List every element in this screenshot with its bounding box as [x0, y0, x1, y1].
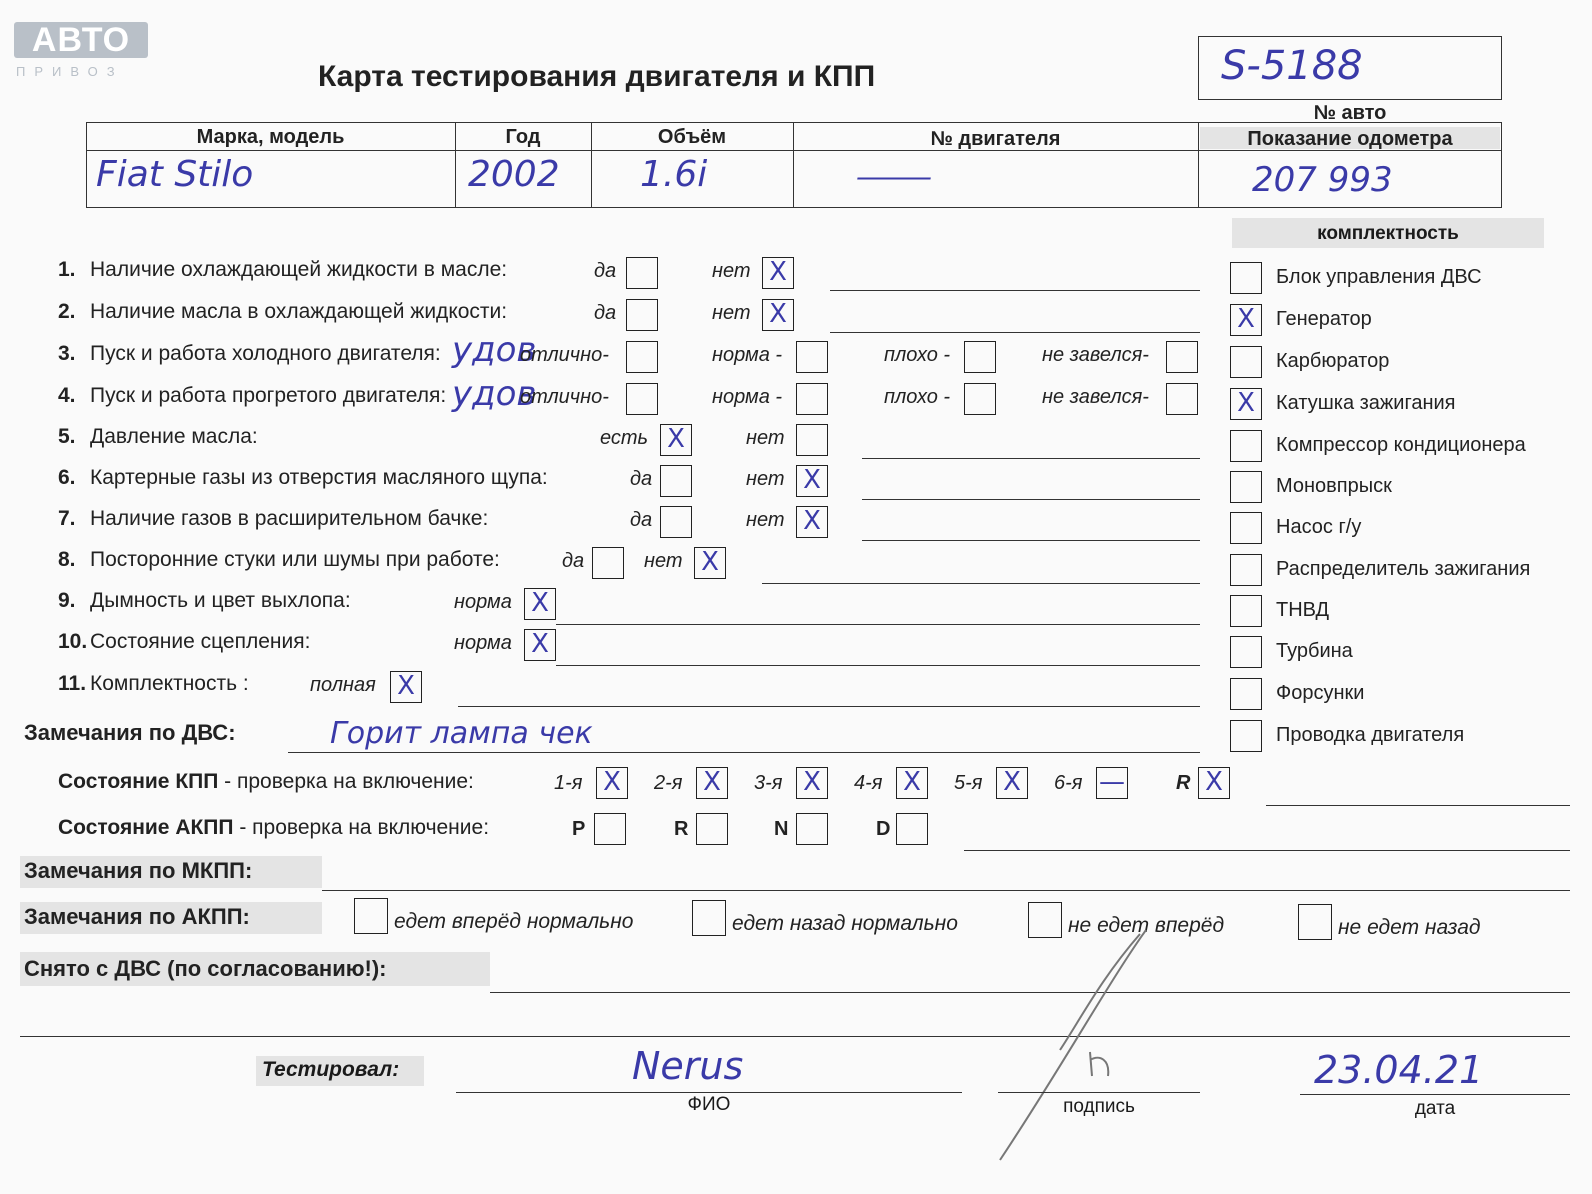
- engine-remarks-value: Горит лампа чек: [330, 716, 593, 751]
- checkbox-carburetor[interactable]: [1230, 346, 1262, 378]
- checkbox-q4-bad[interactable]: [964, 383, 996, 415]
- kpp-label-rest: - проверка на включение:: [218, 770, 474, 793]
- akpp-pos-label: N: [774, 818, 789, 840]
- checkbox-q4-no-start[interactable]: [1166, 383, 1198, 415]
- question-5: [58, 425, 258, 449]
- question-number: 5.: [58, 425, 76, 448]
- gear-label: 1-я: [554, 772, 583, 794]
- checkbox-q3-normal[interactable]: [796, 341, 828, 373]
- checkbox-q3-bad[interactable]: [964, 341, 996, 373]
- question-text: Дымность и цвет выхлопа:: [90, 589, 351, 612]
- item-label: Форсунки: [1276, 682, 1365, 704]
- option-label: нет: [746, 509, 785, 531]
- answer-line: [322, 890, 1570, 891]
- checkbox-akpp-d[interactable]: [896, 813, 928, 845]
- kpp-label: [58, 770, 474, 794]
- question-6: [58, 466, 548, 490]
- option-label: да: [594, 302, 617, 324]
- item-label: Генератор: [1276, 308, 1372, 330]
- car-id-value: S-5188: [1221, 43, 1363, 89]
- akpp-label: [58, 816, 489, 840]
- akpp-label-rest: - проверка на включение:: [233, 816, 490, 839]
- akpp-pos-label: R: [674, 818, 689, 840]
- option-label: норма -: [712, 344, 783, 366]
- item-label: ТНВД: [1276, 599, 1330, 621]
- checkbox-q4-normal[interactable]: [796, 383, 828, 415]
- checkbox-q7-yes[interactable]: [660, 506, 692, 538]
- answer-line: [762, 583, 1200, 584]
- answer-line: [862, 540, 1200, 541]
- model-value: Fiat Stilo: [96, 154, 254, 195]
- checkbox-generator[interactable]: X: [1230, 304, 1262, 336]
- checkbox-akpp-n[interactable]: [796, 813, 828, 845]
- sign-caption: подпись: [1063, 1096, 1135, 1117]
- checkbox-q2-no[interactable]: X: [762, 299, 794, 331]
- checkbox-gear-2[interactable]: X: [696, 767, 728, 799]
- option-label: плохо -: [884, 386, 951, 408]
- option-label: нет: [746, 468, 785, 490]
- question-number: 1.: [58, 258, 76, 281]
- question-number: 2.: [58, 300, 76, 323]
- checkbox-q8-yes[interactable]: [592, 547, 624, 579]
- option-label: полная: [310, 674, 376, 696]
- question-number: 4.: [58, 384, 76, 407]
- question-text: Наличие газов в расширительном бачке:: [90, 507, 489, 530]
- checkbox-akpp-no-reverse[interactable]: [1298, 904, 1332, 940]
- akpp-pos-label: D: [876, 818, 891, 840]
- kpp-label-bold: Состояние КПП: [58, 770, 219, 793]
- checkbox-ac-compressor[interactable]: [1230, 430, 1262, 462]
- akpp-remarks-label: Замечания по АКПП:: [24, 904, 250, 929]
- question-number: 11.: [58, 672, 87, 695]
- question-number: 9.: [58, 589, 76, 612]
- engine-remarks-label: Замечания по ДВС:: [24, 720, 236, 745]
- col-header-model: Марка, модель: [196, 126, 345, 148]
- option-label: норма: [454, 591, 512, 613]
- item-label: Катушка зажигания: [1276, 392, 1456, 414]
- checkbox-distributor[interactable]: [1230, 554, 1262, 586]
- option-label: отлично-: [520, 344, 609, 366]
- checkbox-q5-no[interactable]: [796, 424, 828, 456]
- checkbox-q2-yes[interactable]: [626, 299, 658, 331]
- answer-line: [20, 1036, 1570, 1037]
- date-caption: дата: [1414, 1098, 1456, 1119]
- question-8: [58, 548, 500, 572]
- item-label: Блок управления ДВС: [1276, 266, 1482, 288]
- gear-label: 2-я: [654, 772, 683, 794]
- answer-line: [862, 499, 1200, 500]
- tested-label: Тестировал:: [262, 1058, 400, 1081]
- question-text: Наличие охлаждающей жидкости в масле:: [90, 258, 508, 281]
- answer-line: [862, 458, 1200, 459]
- fio-caption: ФИО: [687, 1094, 731, 1115]
- checkbox-akpp-p[interactable]: [594, 813, 626, 845]
- car-id-box: [1198, 36, 1502, 100]
- question-text: Пуск и работа прогретого двигателя:: [90, 384, 447, 407]
- option-label: отлично-: [520, 386, 609, 408]
- checkbox-engine-wiring[interactable]: [1230, 720, 1262, 752]
- signature-icon: [990, 920, 1170, 1170]
- option-label: нет: [644, 550, 683, 572]
- page-title: Карта тестирования двигателя и КПП: [318, 60, 876, 93]
- question-text: Посторонние стуки или шумы при работе:: [90, 548, 500, 571]
- item-label: Проводка двигателя: [1276, 724, 1465, 746]
- odometer-value: 207 993: [1252, 160, 1393, 200]
- option-label: не завелся-: [1042, 344, 1149, 366]
- option-label: нет: [712, 302, 751, 324]
- akpp-label-bold: Состояние АКПП: [58, 816, 234, 839]
- checkbox-power-steering-pump[interactable]: [1230, 512, 1262, 544]
- car-id-label: № авто: [1313, 102, 1387, 124]
- question-10: [58, 630, 310, 654]
- handwritten-note: удов: [452, 374, 537, 414]
- question-number: 3.: [58, 342, 76, 365]
- question-text: Давление масла:: [90, 425, 258, 448]
- checkbox-q9-normal[interactable]: X: [524, 588, 556, 620]
- checkbox-injectors[interactable]: [1230, 678, 1262, 710]
- akpp-option-label: едет вперёд нормально: [394, 910, 634, 933]
- col-header-volume: Объём: [657, 126, 727, 148]
- brand-logo-subtitle: ПРИВОЗ: [16, 64, 124, 79]
- checkbox-q6-yes[interactable]: [660, 465, 692, 497]
- question-text: Картерные газы из отверстия масляного щупа:: [90, 466, 548, 489]
- option-label: нет: [712, 260, 751, 282]
- checkbox-q11-full[interactable]: X: [390, 671, 422, 703]
- item-label: Насос г/у: [1276, 516, 1362, 538]
- handwritten-note: удов: [452, 330, 537, 370]
- gear-label: R: [1176, 772, 1191, 794]
- engine-no-value: ———: [856, 160, 928, 193]
- mkpp-remarks-label: Замечания по МКПП:: [24, 858, 253, 883]
- col-header-year: Год: [505, 126, 541, 148]
- checkbox-q3-no-start[interactable]: [1166, 341, 1198, 373]
- question-text: Наличие масла в охлаждающей жидкости:: [90, 300, 508, 323]
- question-2: [58, 300, 507, 324]
- answer-line: [964, 850, 1570, 851]
- gear-label: 3-я: [754, 772, 783, 794]
- option-label: нет: [746, 427, 785, 449]
- item-label: Карбюратор: [1276, 350, 1390, 372]
- fio-value: Nerus: [632, 1044, 744, 1088]
- checkbox-turbine[interactable]: [1230, 636, 1262, 668]
- gear-label: 5-я: [954, 772, 983, 794]
- checkbox-gear-reverse[interactable]: X: [1198, 767, 1230, 799]
- fio-line: [456, 1092, 962, 1093]
- brand-logo: АВТО: [14, 22, 148, 58]
- question-text: Состояние сцепления:: [90, 630, 311, 653]
- question-number: 6.: [58, 466, 76, 489]
- checkbox-q1-yes[interactable]: [626, 257, 658, 289]
- answer-line: [288, 752, 1200, 753]
- question-number: 10.: [58, 630, 88, 653]
- akpp-option-label: не едет назад: [1338, 916, 1481, 939]
- item-label: Турбина: [1276, 640, 1353, 662]
- checkbox-gear-4[interactable]: X: [896, 767, 928, 799]
- option-label: да: [630, 509, 653, 531]
- col-header-odometer: Показание одометра: [1247, 128, 1453, 150]
- option-label: норма: [454, 632, 512, 654]
- checkbox-q4-excellent[interactable]: [626, 383, 658, 415]
- answer-line: [830, 290, 1200, 291]
- removed-label: Снято с ДВС (по согласованию!):: [24, 956, 387, 981]
- question-text: Комплектность :: [90, 672, 249, 695]
- checkbox-q10-normal[interactable]: X: [524, 629, 556, 661]
- checkbox-q6-no[interactable]: X: [796, 465, 828, 497]
- option-label: норма -: [712, 386, 783, 408]
- question-7: [58, 507, 488, 531]
- akpp-pos-label: P: [572, 818, 586, 840]
- checkbox-ecu[interactable]: [1230, 262, 1262, 294]
- completeness-title: комплектность: [1317, 223, 1459, 244]
- date-line: [1300, 1094, 1570, 1095]
- checkbox-gear-6[interactable]: —: [1096, 767, 1128, 799]
- date-value: 23.04.21: [1314, 1048, 1484, 1092]
- option-label: да: [630, 468, 653, 490]
- question-number: 7.: [58, 507, 76, 530]
- answer-line: [556, 665, 1200, 666]
- checkbox-q3-excellent[interactable]: [626, 341, 658, 373]
- checkbox-q5-yes[interactable]: X: [660, 424, 692, 456]
- gear-label: 4-я: [854, 772, 883, 794]
- checkbox-akpp-reverse-ok[interactable]: [692, 900, 726, 936]
- item-label: Распределитель зажигания: [1276, 558, 1531, 580]
- checkbox-akpp-forward-ok[interactable]: [354, 898, 388, 934]
- question-9: [58, 589, 351, 613]
- checkbox-akpp-r[interactable]: [696, 813, 728, 845]
- question-1: [58, 258, 507, 282]
- checkbox-q7-no[interactable]: X: [796, 506, 828, 538]
- akpp-option-label: не едет вперёд: [1068, 914, 1225, 937]
- col-header-engine-no: № двигателя: [930, 128, 1061, 150]
- question-11: [58, 672, 249, 696]
- option-label: есть: [600, 427, 649, 449]
- item-label: Компрессор кондиционера: [1276, 434, 1526, 456]
- checkbox-gear-1[interactable]: X: [596, 767, 628, 799]
- answer-line: [458, 706, 1200, 707]
- checkbox-ignition-coil[interactable]: X: [1230, 388, 1262, 420]
- year-value: 2002: [468, 154, 560, 195]
- question-number: 8.: [58, 548, 76, 571]
- option-label: не завелся-: [1042, 386, 1149, 408]
- checkbox-gear-5[interactable]: X: [996, 767, 1028, 799]
- checkbox-gear-3[interactable]: X: [796, 767, 828, 799]
- option-label: плохо -: [884, 344, 951, 366]
- sign-line: [998, 1092, 1200, 1093]
- volume-value: 1.6i: [640, 154, 708, 195]
- answer-line: [830, 332, 1200, 333]
- checkbox-q1-no[interactable]: X: [762, 257, 794, 289]
- checkbox-mono-injection[interactable]: [1230, 471, 1262, 503]
- checkbox-injection-pump[interactable]: [1230, 595, 1262, 627]
- item-label: Моновпрыск: [1276, 475, 1392, 497]
- gear-label: 6-я: [1054, 772, 1083, 794]
- question-4: [58, 384, 446, 408]
- akpp-option-label: едет назад нормально: [732, 912, 958, 935]
- answer-line: [556, 624, 1200, 625]
- question-3: [58, 342, 441, 366]
- checkbox-q8-no[interactable]: X: [694, 547, 726, 579]
- answer-line: [1266, 805, 1570, 806]
- question-text: Пуск и работа холодного двигателя:: [90, 342, 441, 365]
- option-label: да: [594, 260, 617, 282]
- option-label: да: [562, 550, 585, 572]
